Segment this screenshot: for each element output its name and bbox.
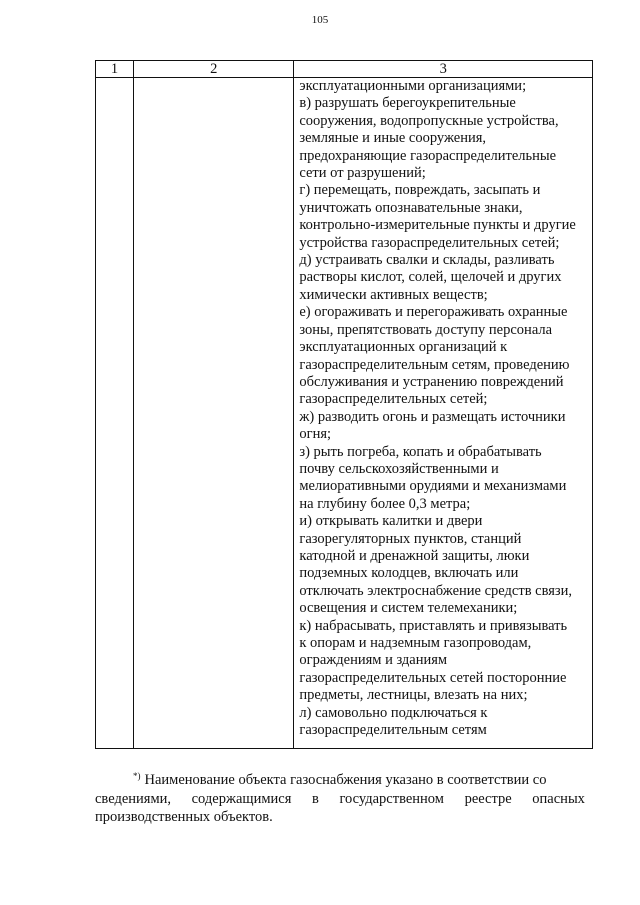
text-line: обслуживания и устранению повреждений (299, 373, 564, 390)
document-table (95, 60, 593, 749)
table-cell-col2 (134, 78, 294, 749)
column-header-3: 3 (294, 61, 593, 78)
text-line: почву сельскохозяйственными и (299, 460, 499, 477)
text-line: з) рыть погреба, копать и обрабатывать (299, 443, 542, 460)
table-header-row (96, 61, 593, 78)
footnote-line-2 (95, 790, 585, 809)
text-line: газораспределительных сетей посторонние (299, 669, 567, 686)
footnote-line-3: производственных объектов. (95, 809, 273, 825)
footnote-word: сведениями, (95, 790, 172, 807)
text-line: огня; (299, 426, 332, 443)
text-line: зоны, препятствовать доступу персонала (299, 321, 553, 338)
text-line: г) перемещать, повреждать, засыпать и (299, 182, 541, 199)
table-cell-col3 (294, 78, 593, 749)
text-line: отключать электроснабжение средств связи, (299, 582, 573, 599)
text-line: газораспределительным сетям, проведению (299, 356, 570, 373)
text-line: газорегуляторных пунктов, станций (299, 530, 522, 547)
column-header-2: 2 (134, 61, 294, 78)
text-line: в) разрушать берегоукрепительные (299, 95, 516, 112)
text-line: к) набрасывать, приставлять и привязывать (299, 617, 568, 634)
text-line: газораспределительных сетей; (299, 391, 488, 408)
footnote-word: реестре (464, 790, 512, 807)
table-row (96, 78, 593, 749)
footnote-line-1 (95, 767, 585, 790)
text-line: предохраняющие газораспределительные (299, 147, 557, 164)
footnote (95, 767, 585, 827)
text-line: подземных колодцев, включать или (299, 565, 519, 582)
text-line: уничтожать опознавательные знаки, (299, 199, 523, 216)
text-line: контрольно-измерительные пункты и другие (299, 217, 576, 234)
text-line: к опорам и надземным газопроводам, (299, 635, 532, 651)
text-line: сооружения, водопропускные устройства, (299, 112, 559, 129)
text-line: на глубину более 0,3 метра; (299, 495, 471, 512)
cell-text-block (299, 78, 592, 739)
text-line: е) огораживать и перегораживать охранные (299, 304, 568, 321)
text-line: растворы кислот, солей, щелочей и других (299, 269, 562, 286)
text-line: устройства газораспределительных сетей; (299, 234, 560, 251)
footnote-word: государственном (339, 790, 444, 807)
footnote-marker: *) (133, 771, 141, 781)
text-line: газораспределительным сетям (299, 722, 487, 739)
text-line: ж) разводить огонь и размещать источники (299, 408, 566, 425)
footnote-word: опасных (532, 790, 585, 807)
text-line: и) открывать калитки и двери (299, 513, 483, 530)
page-number: 105 (311, 14, 329, 26)
text-line: эксплуатационных организаций к (299, 339, 508, 356)
table-cell-col1 (96, 78, 134, 749)
text-line: эксплуатационными организациями; (299, 78, 527, 94)
column-header-1: 1 (96, 61, 134, 78)
text-line: л) самовольно подключаться к (299, 704, 488, 721)
text-line: мелиоративными орудиями и механизмами (299, 478, 567, 495)
text-line: ограждениям и зданиям (299, 652, 448, 669)
footnote-line-1-text: Наименование объекта газоснабжения указано в соответствии со (144, 772, 547, 788)
text-line: предметы, лестницы, влезать на них; (299, 687, 528, 704)
text-line: д) устраивать свалки и склады, разливать (299, 252, 555, 269)
footnote-word: в (312, 790, 319, 807)
footnote-word: содержащимися (191, 790, 292, 807)
text-line: земляные и иные сооружения, (299, 130, 487, 147)
text-line: сети от разрушений; (299, 165, 426, 182)
text-line: химически активных веществ; (299, 286, 488, 303)
text-line: освещения и систем телемеханики; (299, 600, 518, 617)
text-line: катодной и дренажной защиты, люки (299, 547, 530, 564)
